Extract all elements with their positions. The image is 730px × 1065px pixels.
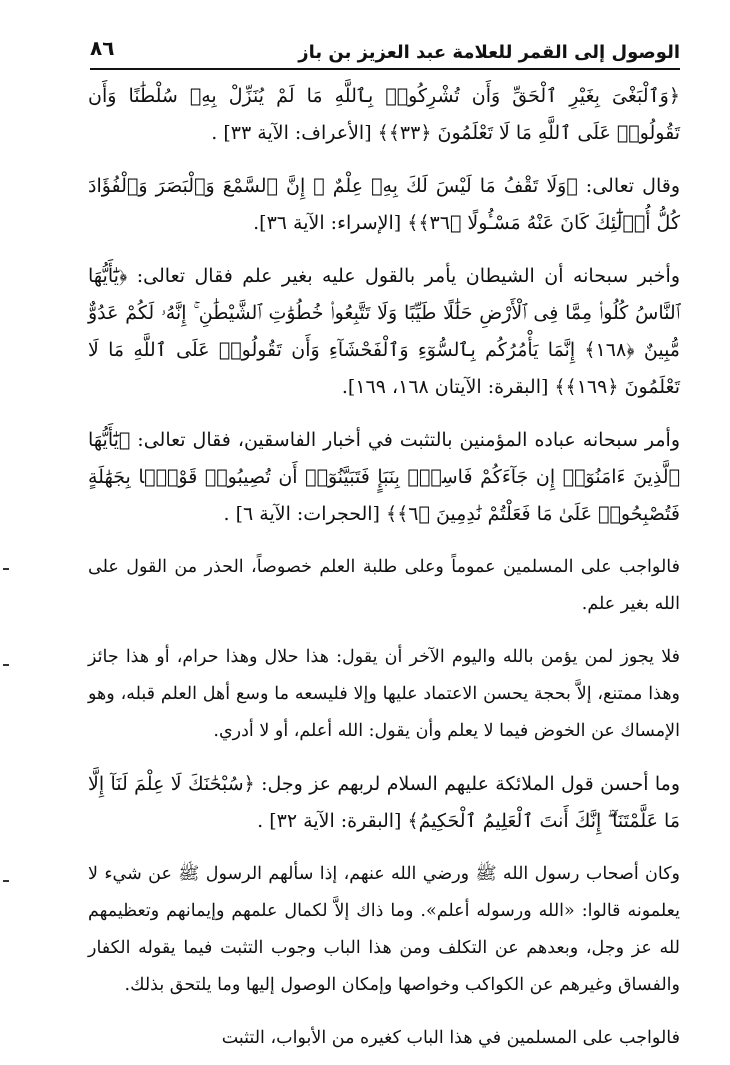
page-number: ٨٦: [90, 36, 115, 60]
paragraph-companions: وكان أصحاب رسول الله ﷺ ورضي الله عنهم، إذا سألهم الرسول ﷺ عن شيء لا يعلمونه قالوا: «الله ورسوله أعلم». وما ذاك إلاَّ لكمال علمهم وإيمانهم وتعظيمهم لله عز وجل، وبعدهم عن التكلف ومن هذا الباب وجوب التثبت فيما يقوله الكفار والفساق وغيرهم عن الكواكب وخواصها وإمكان الوصول إليها وما يلتحق بذلك.: [88, 864, 680, 995]
paragraph-quran-hujurat: وأمر سبحانه عباده المؤمنين بالتثبت في أخبار الفاسقين، فقال تعالى: ﴿يَٰٓأَيُّهَا ٱلَّذِينَ ءَامَنُوٓا۟ إِن جَآءَكُمْ فَاسِقٌۢ بِنَبَإٍ فَتَبَيَّنُوٓا۟ أَن تُصِيبُوا۟ قَوْمًۢا بِجَهَٰلَةٍ فَتُصْبِحُوا۟ عَلَىٰ مَا فَعَلْتُمْ نَٰدِمِينَ ﴿٦﴾﴾ [الحجرات: الآية ٦] .: [88, 429, 680, 525]
paragraph-final-obligation: فالواجب على المسلمين في هذا الباب كغيره من الأبواب، التثبت: [221, 1028, 680, 1048]
running-title: الوصول إلى القمر للعلامة عبد العزيز بن باز: [298, 42, 680, 63]
paragraph-not-permissible: فلا يجوز لمن يؤمن بالله واليوم الآخر أن يقول: هذا حلال وهذا حرام، أو هذا جائز وهذا ممتنع، إلاَّ بحجة يحسن الاعتماد عليها وإلا فليسعه ما وسع أهل العلم قبله، وهو الإمساك عن الخوض فيما لا يعلم وأن يقول: الله أعلم، أو لا أدري.: [88, 647, 680, 741]
page-header: [90, 28, 680, 70]
margin-mark: [3, 568, 9, 570]
margin-mark: [3, 664, 9, 666]
paragraph-angels-saying: وما أحسن قول الملائكة عليهم السلام لربهم عز وجل: ﴿سُبْحَٰنَكَ لَا عِلْمَ لَنَآ إِلَّا مَا عَلَّمْتَنَآ ۖ إِنَّكَ أَنتَ ٱلْعَلِيمُ ٱلْحَكِيمُ﴾ [البقرة: الآية ٣٢] .: [88, 773, 680, 832]
paragraph-quran-araf: ﴿وَٱلْبَغْىَ بِغَيْرِ ٱلْحَقِّ وَأَن تُشْرِكُوا۟ بِٱللَّهِ مَا لَمْ يُنَزِّلْ بِهِۦ سُلْطَٰنًا وَأَن تَقُولُوا۟ عَلَى ٱللَّهِ مَا لَا تَعْلَمُونَ ﴿٣٣﴾﴾ [الأعراف: الآية ٣٣] .: [88, 85, 680, 144]
paragraph-quran-baqarah-168: وأخبر سبحانه أن الشيطان يأمر بالقول عليه بغير علم فقال تعالى: ﴿يَٰٓأَيُّهَا ٱلنَّاسُ كُلُوا۟ مِمَّا فِى ٱلْأَرْضِ حَلَٰلًا طَيِّبًا وَلَا تَتَّبِعُوا۟ خُطُوَٰتِ ٱلشَّيْطَٰنِ ۚ إِنَّهُۥ لَكُمْ عَدُوٌّ مُّبِينٌ ﴿١٦٨﴾ إِنَّمَا يَأْمُرُكُم بِٱلسُّوٓءِ وَٱلْفَحْشَآءِ وَأَن تَقُولُوا۟ عَلَى ٱللَّهِ مَا لَا تَعْلَمُونَ ﴿١٦٩﴾﴾ [البقرة: الآيتان ١٦٨، ١٦٩].: [88, 265, 680, 398]
page-body: [88, 78, 680, 1057]
paragraph-obligation: فالواجب على المسلمين عموماً وعلى طلبة العلم خصوصاً، الحذر من القول على الله بغير علم.: [88, 557, 680, 614]
margin-mark: [3, 880, 9, 882]
paragraph-quran-isra: وقال تعالى: ﴿وَلَا تَقْفُ مَا لَيْسَ لَكَ بِهِۦ عِلْمٌ ۚ إِنَّ ٱلسَّمْعَ وَٱلْبَصَرَ وَٱلْفُؤَادَ كُلُّ أُو۟لَٰٓئِكَ كَانَ عَنْهُ مَسْـُٔولًا ﴿٣٦﴾﴾ [الإسراء: الآية ٣٦].: [88, 175, 680, 234]
